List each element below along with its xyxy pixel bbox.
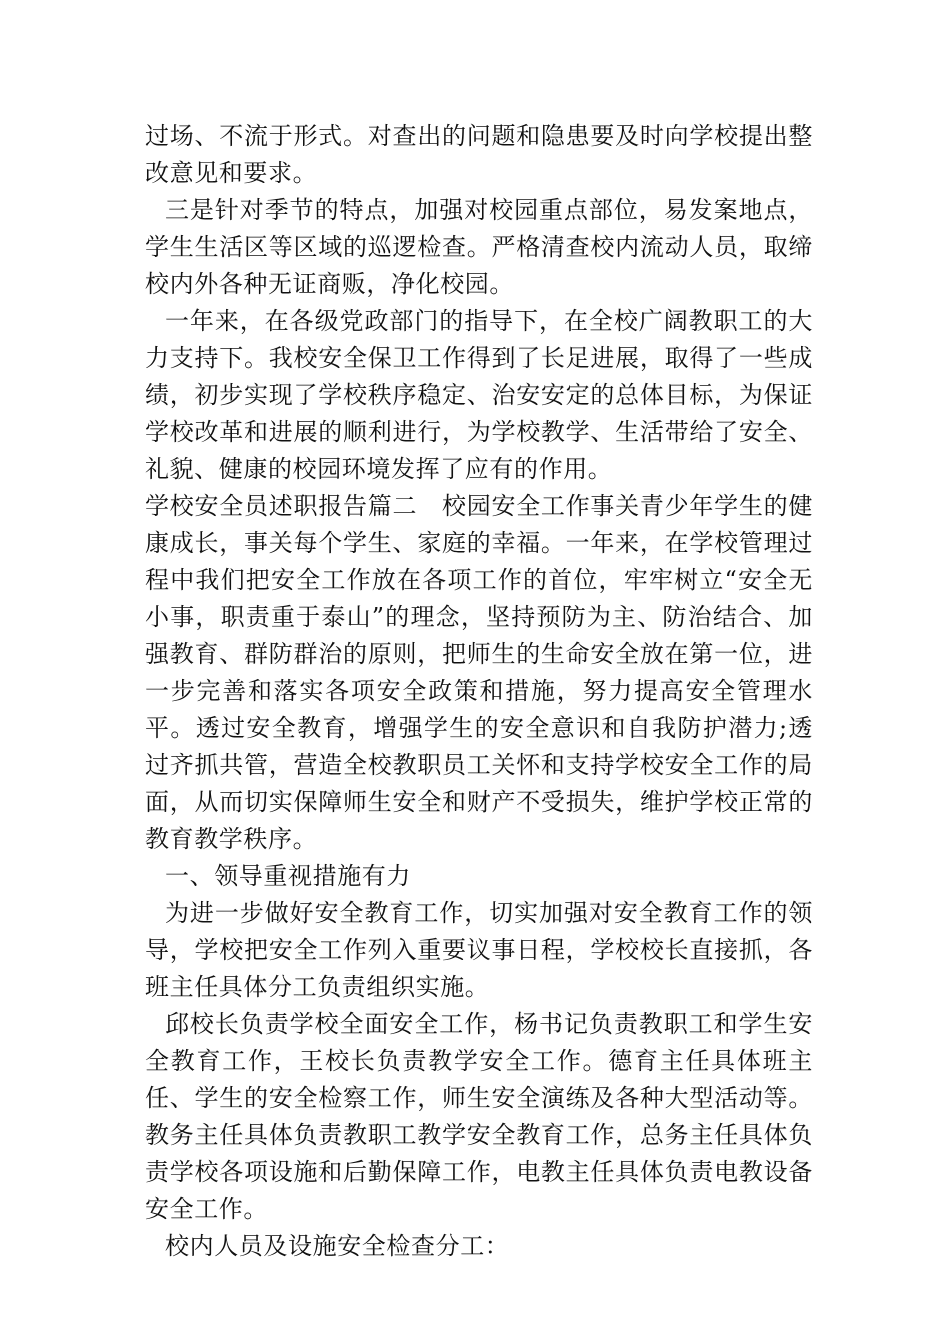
paragraph-leadership: 为进一步做好安全教育工作，切实加强对安全教育工作的领导，学校把安全工作列入重要议事日程，学校校长直接抓，各班主任具体分工负责组织实施。 [145,899,813,1001]
paragraph-seasonal-patrol: 三是针对季节的特点，加强对校园重点部位，易发案地点，学生生活区等区域的巡逻检查。严格清查校内流动人员，取缔校内外各种无证商贩，净化校园。 [145,196,813,298]
paragraph-report-two: 学校安全员述职报告篇二 校园安全工作事关青少年学生的健康成长，事关每个学生、家庭的幸福。一年来，在学校管理过程中我们把安全工作放在各项工作的首位，牢牢树立“安全无小事，职责重于泰山”的理念，坚持预防为主、防治结合、加强教育、群防群治的原则，把师生的生命安全放在第一位，进一步完善和落实各项安全政策和措施，努力提高安全管理水平。透过安全教育，增强学生的安全意识和自我防护潜力;透过齐抓共管，营造全校教职员工关怀和支持学校安全工作的局面，从而切实保障师生安全和财产不受损失，维护学校正常的教育教学秩序。 [145,492,813,853]
paragraph-responsibilities: 邱校长负责学校全面安全工作，杨书记负责教职工和学生安全教育工作，王校长负责教学安全工作。德育主任具体班主任、学生的安全检察工作，师生安全演练及各种大型活动等。教务主任具体负责教职工教学安全教育工作，总务主任具体负责学校各项设施和后勤保障工作，电教主任具体负责电教设备安全工作。 [145,1010,813,1223]
paragraph-year-summary: 一年来，在各级党政部门的指导下，在全校广阔教职工的大力支持下。我校安全保卫工作得到了长足进展，取得了一些成绩，初步实现了学校秩序稳定、治安安定的总体目标，为保证学校改革和进展的顺利进行，为学校教学、生活带给了安全、礼貌、健康的校园环境发挥了应有的作用。 [145,307,813,483]
document-body [145,118,813,1265]
paragraph-continuation: 过场、不流于形式。对查出的问题和隐患要及时向学校提出整改意见和要求。 [145,122,813,187]
section-heading-leadership: 一、领导重视措施有力 [165,862,411,890]
paragraph-inspection-division: 校内人员及设施安全检查分工： [165,1232,510,1260]
